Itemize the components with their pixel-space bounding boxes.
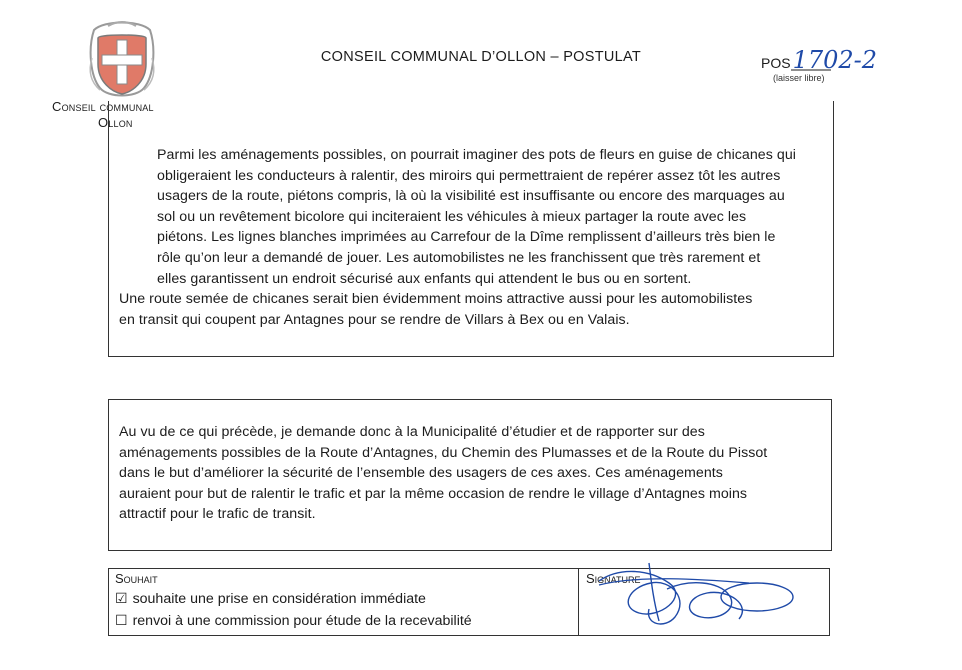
wish-option-immediate-label: souhaite une prise en considération immédiate: [132, 591, 426, 607]
text-line: aménagements possibles de la Route d’Antagnes, du Chemin des Plumasses et de la Route du Pissot: [119, 444, 768, 461]
wish-option-immediate[interactable]: [115, 589, 426, 610]
signature-title: Signature: [586, 571, 641, 586]
wish-option-commission[interactable]: [115, 611, 472, 632]
document-title: CONSEIL COMMUNAL D’OLLON – POSTULAT: [320, 49, 642, 65]
checkbox-unchecked-icon[interactable]: ☐: [115, 612, 128, 628]
wish-signature-table: [108, 568, 830, 636]
text-line: attractif pour le trafic de transit.: [119, 506, 316, 523]
text-line: auraient pour but de ralentir le trafic et par la même occasion de rendre le village d’Antagnes moins: [119, 485, 748, 502]
handwritten-signature: [579, 559, 829, 639]
argument-paragraph: [119, 145, 825, 330]
request-section: [108, 399, 832, 551]
org-line-2: Ollon: [98, 115, 133, 130]
pos-hint: (laisser libre): [773, 73, 825, 83]
pos-label: POS: [761, 55, 791, 71]
text-line: rôle qu’on leur a demandé de jouer. Les automobilistes ne les franchissent que très rarement et: [157, 249, 761, 266]
text-line: obligeraient les conducteurs à ralentir, des miroirs qui permettraient de repérer assez tôt les autres: [157, 167, 781, 184]
wish-title: Souhait: [115, 571, 158, 586]
text-line: usagers de la route, piétons compris, là où la visibilité est insuffisante ou encore des marquages au: [157, 188, 785, 205]
pos-number-handwritten: 1702-2: [792, 46, 878, 74]
org-line-1: Conseil communal: [52, 99, 154, 114]
text-line: Parmi les aménagements possibles, on pourrait imaginer des pots de fleurs en guise de chicanes qui: [157, 147, 796, 163]
wish-cell: [109, 569, 579, 635]
pos-reference: [761, 46, 881, 83]
text-line: sol ou un revêtement bicolore qui inciteraient les véhicules à mieux partager la route avec les: [157, 208, 747, 225]
text-line: dans le but d’améliorer la sécurité de l’ensemble des usagers de ces axes. Ces aménagements: [119, 465, 723, 482]
text-line: en transit qui coupent par Antagnes pour se rendre de Villars à Bex ou en Valais.: [119, 311, 630, 328]
checkbox-checked-icon[interactable]: ☑: [115, 590, 128, 606]
pos-underline: [791, 68, 831, 72]
argument-section: [108, 101, 834, 357]
text-line: Au vu de ce qui précède, je demande donc à la Municipalité d’étudier et de rapporter sur des: [119, 424, 705, 440]
text-line: Une route semée de chicanes serait bien évidemment moins attractive aussi pour les automobilistes: [119, 291, 753, 308]
text-line: elles garantissent un endroit sécurisé aux enfants qui attendent le bus ou en sortent.: [157, 270, 692, 287]
wish-option-commission-label: renvoi à une commission pour étude de la recevabilité: [132, 613, 472, 629]
text-line: piétons. Les lignes blanches imprimées au Carrefour de la Dîme remplissent d’ailleurs très bien le: [157, 229, 776, 246]
request-paragraph: [119, 422, 825, 525]
